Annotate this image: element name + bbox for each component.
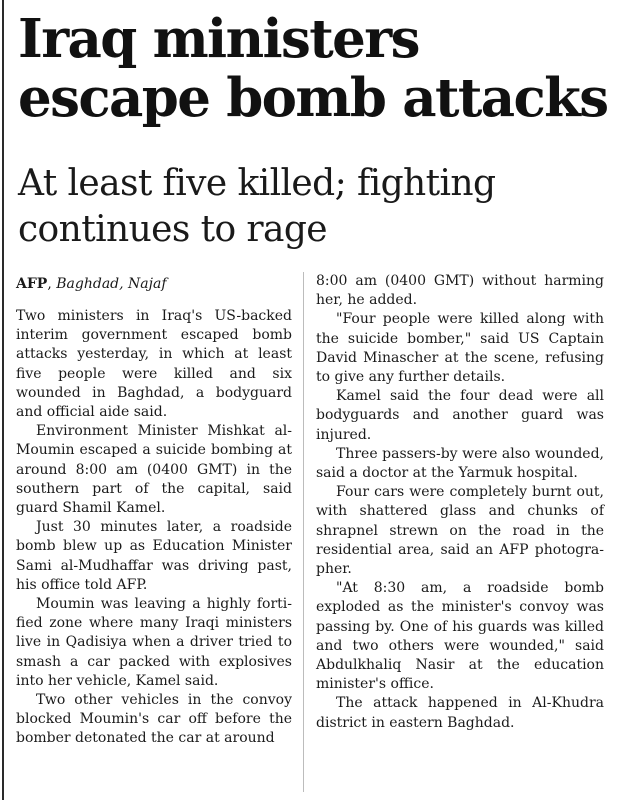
article-column-right bbox=[316, 272, 604, 733]
body-paragraph: Kamel said the four dead were all bodyguards and another guard was injured. bbox=[316, 388, 604, 443]
byline-agency: AFP bbox=[16, 276, 48, 292]
clipping-edge-rule bbox=[2, 0, 4, 800]
body-paragraph: Four cars were completely burnt out, with shattered glass and chunks of shrapnel strewn on the road in the residential area, said an AFP photogra-pher. bbox=[316, 484, 604, 578]
column-divider bbox=[303, 272, 304, 792]
body-paragraph: Environment Minister Mishkat al-Moumin escaped a suicide bombing at around 8:00 am (0400 GMT) in the southern part of the capital, said guard Shamil Kamel. bbox=[16, 423, 292, 517]
body-paragraph: "At 8:30 am, a roadside bomb exploded as the minister's convoy was passing by. One of his guards was killed and two others were wounded," said Abdulkhaliq Nasir at the education minister's office. bbox=[316, 580, 604, 693]
body-paragraph: Two other vehicles in the convoy blocked Moumin's car off before the bomber detonated the car at around bbox=[16, 692, 292, 747]
body-paragraph: "Four people were killed along with the suicide bomber," said US Captain David Minascher at the scene, refusing to give any further details. bbox=[316, 311, 604, 386]
byline-separator: , bbox=[47, 276, 57, 292]
byline-location: Baghdad, Najaf bbox=[56, 276, 167, 292]
body-paragraph: Just 30 minutes later, a roadside bomb blew up as Education Minister Sami al-Mudhaffar was driving past, his office told AFP. bbox=[16, 519, 292, 593]
byline bbox=[16, 275, 292, 294]
body-paragraph: Three passers-by were also wounded, said a doctor at the Yarmuk hospital. bbox=[316, 445, 604, 482]
article-column-left bbox=[16, 275, 292, 749]
body-paragraph-continued: 8:00 am (0400 GMT) without harming her, he added. bbox=[316, 273, 604, 309]
body-paragraph: The attack happened in Al-Khudra district in eastern Baghdad. bbox=[316, 695, 604, 731]
headline: Iraq ministers escape bomb attacks bbox=[18, 8, 608, 129]
body-paragraph: Two ministers in Iraq's US-backed interim government escaped bomb attacks yesterday, in which at least five people were killed and six wounded in Baghdad, a bodyguard and official aide said. bbox=[16, 308, 292, 421]
body-paragraph: Moumin was leaving a highly forti-fied zone where many Iraqi ministers live in Qadisiya when a driver tried to smash a car packed with explosives into her vehicle, Kamel said. bbox=[16, 596, 292, 689]
subheadline: At least five killed; fighting continues to rage bbox=[18, 163, 496, 250]
